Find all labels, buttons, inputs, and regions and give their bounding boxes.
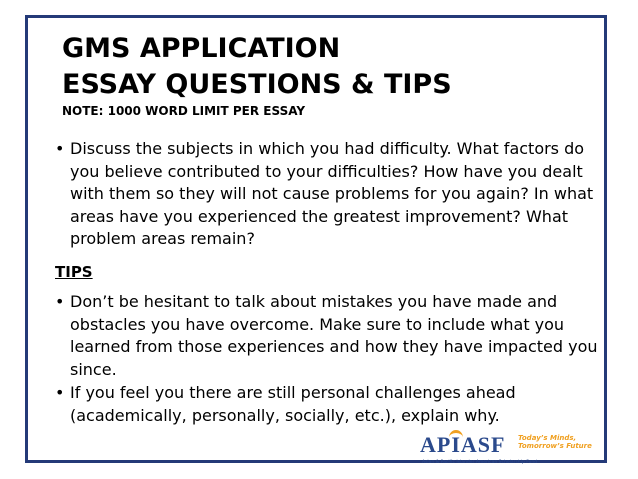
question-list [55, 138, 600, 251]
title-line-2: ESSAY QUESTIONS & TIPS [62, 69, 452, 100]
tips-heading: TIPS [55, 263, 93, 281]
tip-item: • If you feel you there are still personal challenges ahead (academically, personally, socially, etc.), explain why. [55, 382, 600, 427]
logo-mark: APIASF [420, 432, 506, 457]
page-title [62, 31, 452, 103]
logo-subtitle: Asian & Pacific Islander American Scholarship Fund [422, 460, 538, 465]
word-limit-note: NOTE: 1000 WORD LIMIT PER ESSAY [62, 104, 306, 118]
tips-list [55, 291, 600, 427]
logo-tagline-line-2: Tomorrow’s Future [518, 442, 592, 450]
logo-tagline [518, 434, 592, 450]
logo-tagline-line-1: Today’s Minds, [518, 434, 577, 442]
question-item: • Discuss the subjects in which you had difficulty. What factors do you believe contributed to your difficulties? How have you dealt with them so they will not cause problems for you again? In what areas have you experienced the greatest improvement? What problem areas remain? [55, 138, 600, 251]
title-line-1: GMS APPLICATION [62, 33, 341, 64]
logo-swoosh-icon [449, 430, 463, 445]
tip-item: • Don’t be hesitant to talk about mistakes you have made and obstacles you have overcome. Make sure to include what you learned from those experiences and how they have impacted you since. [55, 291, 600, 381]
apiasf-logo [420, 430, 596, 472]
